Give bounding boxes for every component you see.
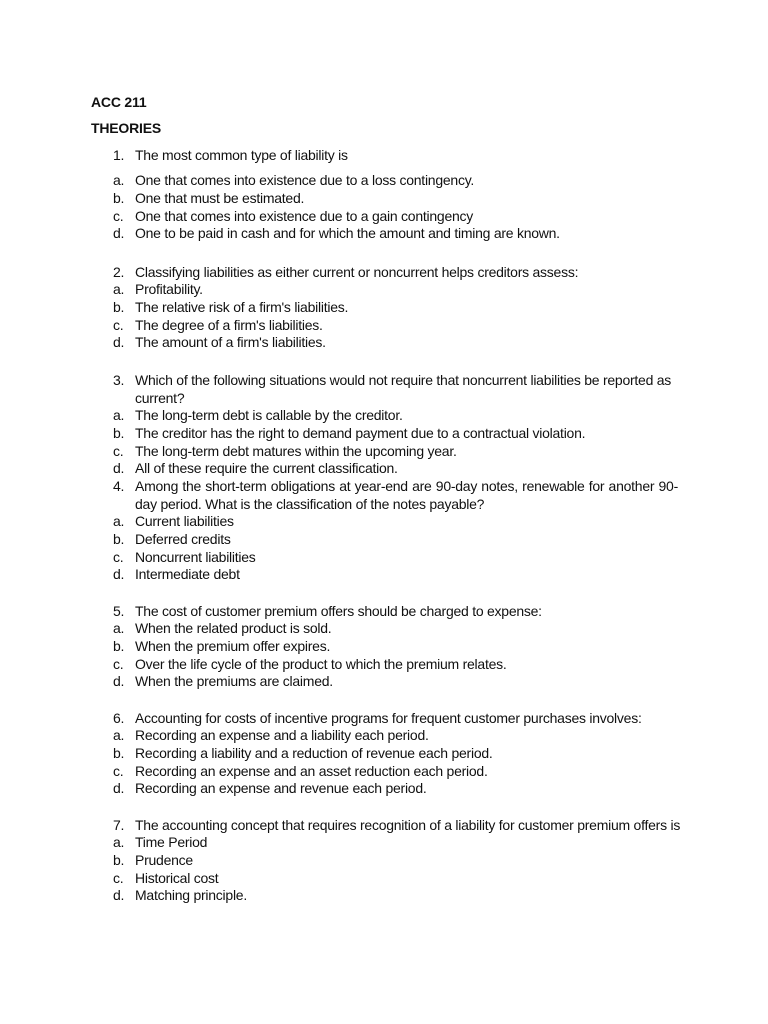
- option-letter: d.: [113, 225, 125, 242]
- option-text: The creditor has the right to demand payment due to a contractual violation.: [135, 424, 586, 441]
- option-text: Profitability.: [135, 281, 203, 297]
- option-a: [0, 620, 768, 638]
- option-text: The amount of a firm's liabilities.: [135, 334, 326, 351]
- option-text: When the related product is sold.: [135, 620, 332, 636]
- option-c: [0, 317, 768, 335]
- question-text: The most common type of liability is: [135, 147, 348, 163]
- question-number: 4.: [113, 478, 125, 494]
- option-letter: c.: [113, 655, 124, 672]
- option-letter: c.: [113, 442, 124, 459]
- question-stem: [0, 263, 768, 281]
- option-b: [0, 425, 768, 443]
- option-text: Recording an expense and an asset reduction each period.: [135, 762, 488, 779]
- question-3: [0, 371, 768, 478]
- option-text: Deferred credits: [135, 530, 231, 547]
- question-stem: [0, 602, 768, 620]
- question-stem: [0, 146, 768, 164]
- option-text: When the premiums are claimed.: [135, 673, 333, 690]
- option-text: The degree of a firm's liabilities.: [135, 316, 323, 333]
- question-text: The cost of customer premium offers should be charged to expense:: [135, 603, 542, 619]
- option-b: [0, 299, 768, 317]
- question-text: Accounting for costs of incentive programs for frequent customer purchases involves:: [135, 710, 642, 726]
- option-d: [0, 334, 768, 352]
- option-letter: d.: [113, 673, 125, 690]
- question-stem: [0, 477, 768, 513]
- question-text: Among the short-term obligations at year-end are 90-day notes, renewable for another 90-day period. What is the classification of the notes payable?: [135, 478, 678, 512]
- option-text: Over the life cycle of the product to which the premium relates.: [135, 655, 507, 672]
- option-c: [0, 549, 768, 567]
- option-letter: b.: [113, 851, 125, 868]
- option-letter: d.: [113, 780, 125, 797]
- option-text: Intermediate debt: [135, 566, 240, 583]
- option-text: The long-term debt matures within the upcoming year.: [135, 442, 457, 459]
- question-4: [0, 477, 768, 584]
- question-number: 1.: [113, 147, 125, 163]
- option-text: All of these require the current classification.: [135, 460, 398, 477]
- option-letter: c.: [113, 762, 124, 779]
- option-letter: d.: [113, 334, 125, 351]
- option-c: [0, 763, 768, 781]
- option-b: [0, 638, 768, 656]
- question-2: [0, 263, 768, 352]
- option-letter: a.: [113, 620, 125, 636]
- option-text: Recording a liability and a reduction of revenue each period.: [135, 744, 493, 761]
- option-text: Recording an expense and revenue each period.: [135, 780, 427, 797]
- option-letter: b.: [113, 530, 125, 547]
- option-text: Recording an expense and a liability each period.: [135, 727, 429, 743]
- option-c: [0, 208, 768, 226]
- option-a: [0, 727, 768, 745]
- option-a: [0, 834, 768, 852]
- option-text: Prudence: [135, 851, 193, 868]
- option-letter: c.: [113, 869, 124, 886]
- option-b: [0, 531, 768, 549]
- option-letter: b.: [113, 298, 125, 315]
- option-d: [0, 780, 768, 798]
- option-b: [0, 852, 768, 870]
- option-letter: a.: [113, 407, 125, 423]
- question-number: 3.: [113, 372, 125, 388]
- option-letter: c.: [113, 207, 124, 224]
- option-text: One that comes into existence due to a loss contingency.: [135, 172, 475, 188]
- option-a: [0, 281, 768, 299]
- option-letter: a.: [113, 834, 125, 850]
- option-letter: d.: [113, 566, 125, 583]
- option-letter: b.: [113, 424, 125, 441]
- option-text: One to be paid in cash and for which the amount and timing are known.: [135, 225, 560, 242]
- option-text: When the premium offer expires.: [135, 637, 331, 654]
- section-title: THEORIES: [91, 120, 161, 136]
- option-letter: b.: [113, 637, 125, 654]
- option-d: [0, 225, 768, 243]
- option-text: Noncurrent liabilities: [135, 548, 256, 565]
- option-c: [0, 656, 768, 674]
- option-b: [0, 190, 768, 208]
- option-text: Current liabilities: [135, 513, 234, 529]
- course-code: ACC 211: [91, 94, 147, 110]
- option-letter: a.: [113, 172, 125, 188]
- option-a: [0, 407, 768, 425]
- option-letter: c.: [113, 316, 124, 333]
- question-stem: [0, 709, 768, 727]
- option-d: [0, 887, 768, 905]
- option-text: Historical cost: [135, 869, 219, 886]
- question-text: Which of the following situations would not require that noncurrent liabilities be reported as current?: [135, 372, 672, 406]
- option-letter: a.: [113, 281, 125, 297]
- option-letter: c.: [113, 548, 124, 565]
- option-text: Matching principle.: [135, 887, 247, 904]
- question-stem: [0, 816, 768, 834]
- option-letter: a.: [113, 513, 125, 529]
- option-letter: d.: [113, 460, 125, 477]
- option-d: [0, 566, 768, 584]
- question-number: 6.: [113, 710, 125, 726]
- option-text: The long-term debt is callable by the creditor.: [135, 407, 403, 423]
- option-text: Time Period: [135, 834, 208, 850]
- option-letter: b.: [113, 189, 125, 206]
- option-a: [0, 172, 768, 190]
- question-text: Classifying liabilities as either current or noncurrent helps creditors assess:: [135, 264, 579, 280]
- option-d: [0, 460, 768, 478]
- question-1: [0, 146, 768, 243]
- question-number: 2.: [113, 264, 125, 280]
- option-text: The relative risk of a firm's liabilities.: [135, 298, 349, 315]
- option-text: One that must be estimated.: [135, 189, 305, 206]
- question-stem: [0, 371, 768, 407]
- option-d: [0, 673, 768, 691]
- question-5: [0, 602, 768, 691]
- option-a: [0, 513, 768, 531]
- option-text: One that comes into existence due to a gain contingency: [135, 207, 474, 224]
- option-b: [0, 745, 768, 763]
- option-c: [0, 443, 768, 461]
- question-text: The accounting concept that requires recognition of a liability for customer premium offers is: [135, 817, 681, 833]
- question-number: 7.: [113, 817, 125, 833]
- question-6: [0, 709, 768, 798]
- option-letter: a.: [113, 727, 125, 743]
- option-letter: b.: [113, 744, 125, 761]
- option-c: [0, 870, 768, 888]
- question-number: 5.: [113, 603, 125, 619]
- question-7: [0, 816, 768, 905]
- option-letter: d.: [113, 887, 125, 904]
